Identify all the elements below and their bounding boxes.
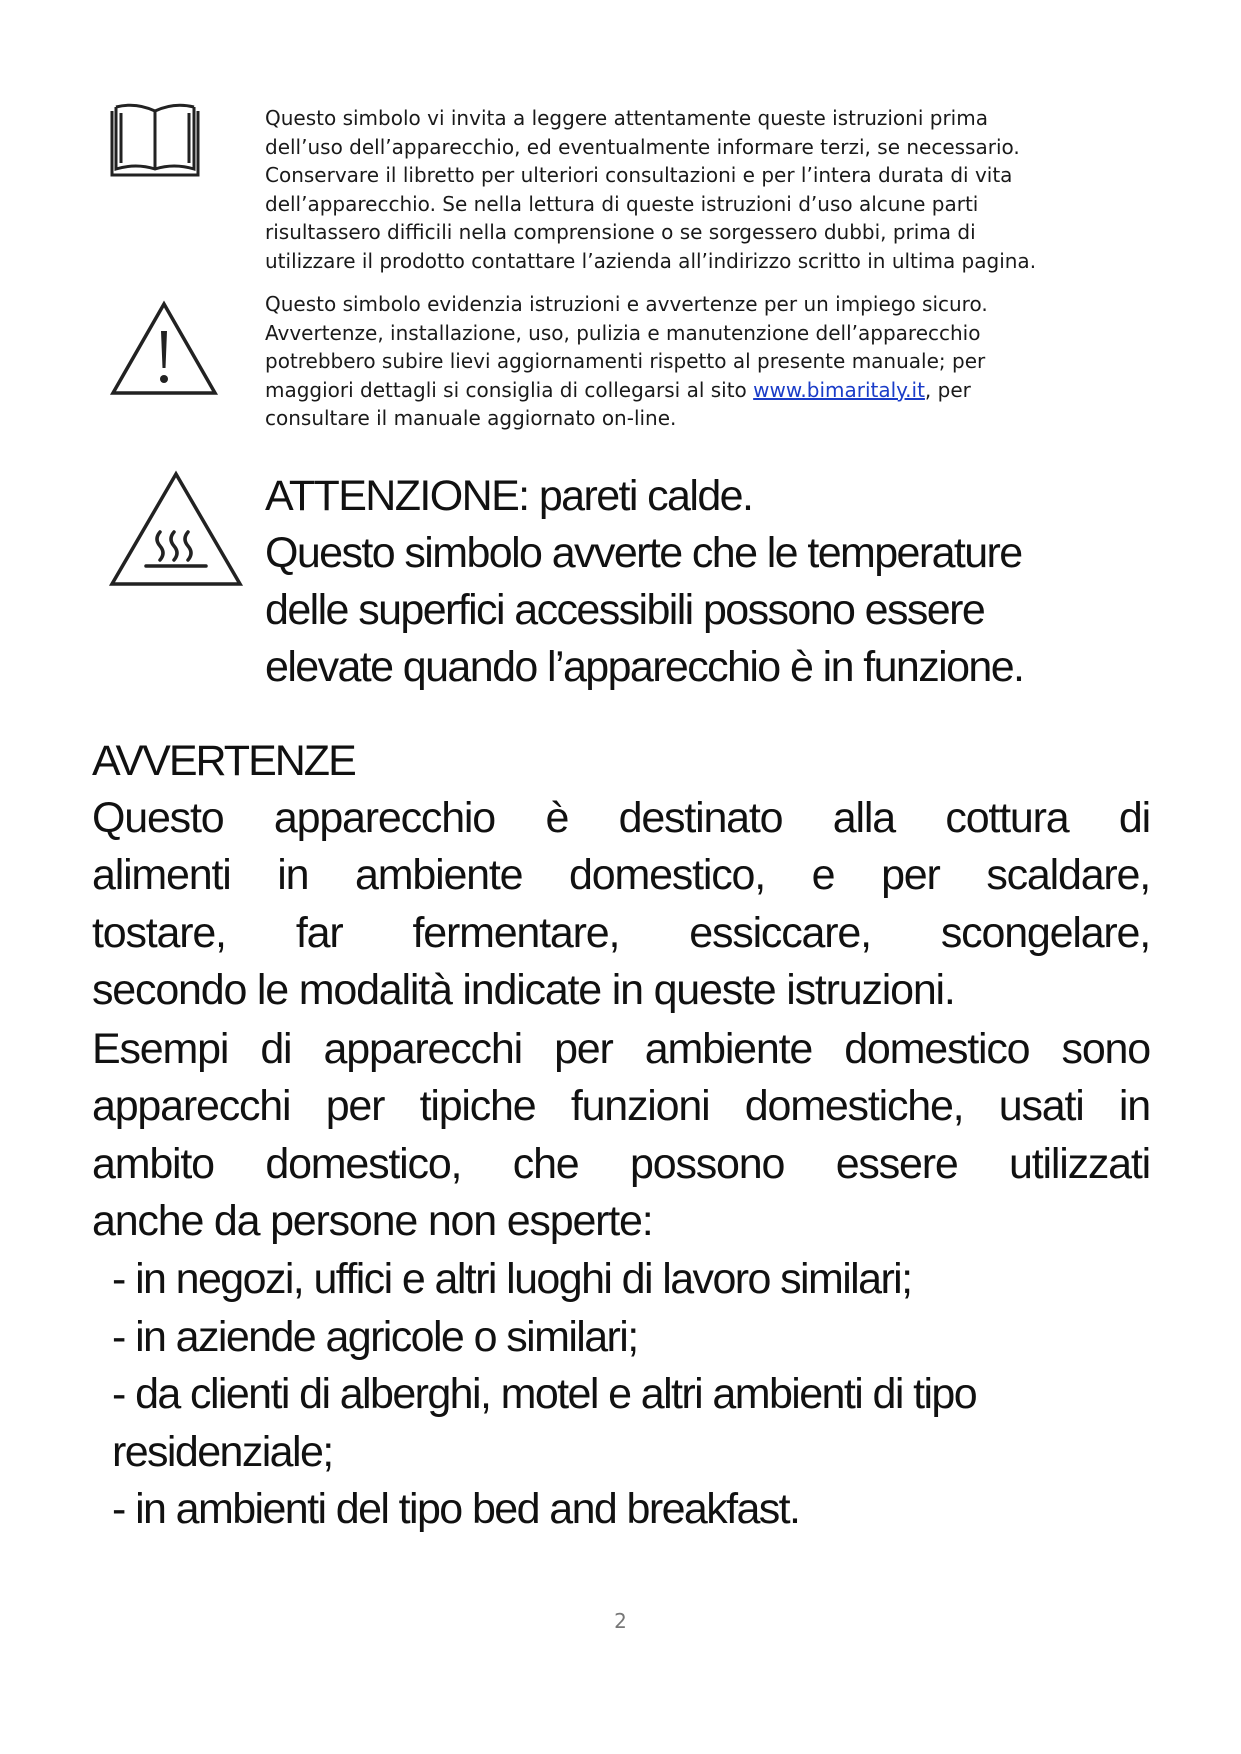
text-line: Esempi di apparecchi per ambiente domestico sono: [92, 1025, 1150, 1073]
text-line: dell’uso dell’apparecchio, ed eventualmente informare terzi, se necessario.: [265, 134, 1020, 159]
text-line: dell’apparecchio. Se nella lettura di queste istruzioni d’uso alcune parti: [265, 191, 979, 216]
hot-surface-title: ATTENZIONE: pareti calde.: [265, 472, 753, 520]
text-line-with-link: [265, 376, 1125, 405]
text-line: potrebbero subire lievi aggiornamenti rispetto al presente manuale; per: [265, 349, 986, 374]
open-book-icon: [108, 103, 202, 183]
list-item: residenziale;: [112, 1427, 333, 1476]
link-prefix: maggiori dettagli si consiglia di collegarsi al sito: [265, 377, 747, 402]
warnings-heading: AVVERTENZE: [92, 737, 355, 785]
text-line: consultare il manuale aggiornato on-line.: [265, 406, 677, 431]
link-suffix: , per: [924, 377, 971, 402]
text-line: utilizzare il prodotto contattare l’azienda all’indirizzo scritto in ultima pagina.: [265, 248, 1037, 273]
text-line: tostare, far fermentare, essiccare, scongelare,: [92, 908, 1150, 957]
text-line: delle superfici accessibili possono essere: [265, 586, 985, 634]
text-line: elevate quando l’apparecchio è in funzione.: [265, 643, 1024, 691]
hot-surface-triangle-icon: [108, 470, 244, 592]
warnings-paragraph-1: [92, 790, 1150, 1019]
text-line: Questo simbolo vi invita a leggere attentamente queste istruzioni prima: [265, 106, 988, 130]
list-item: - in ambienti del tipo bed and breakfast.: [112, 1485, 800, 1533]
text-line: Questo simbolo avverte che le temperature: [265, 529, 1022, 577]
list-item: - in negozi, uffici e altri luoghi di lavoro similari;: [112, 1255, 912, 1303]
text-line: Questo simbolo evidenzia istruzioni e avvertenze per un impiego sicuro.: [265, 292, 988, 316]
list-item: - da clienti di alberghi, motel e altri ambienti di tipo: [112, 1370, 977, 1418]
text-line: risultassero difficili nella comprensione o se sorgessero dubbi, prima di: [265, 220, 976, 245]
list-item: - in aziende agricole o similari;: [112, 1312, 638, 1361]
text-line: secondo le modalità indicate in queste istruzioni.: [92, 965, 955, 1014]
text-line: Avvertenze, installazione, uso, pulizia e manutenzione dell’apparecchio: [265, 320, 981, 345]
warnings-paragraph-2: [92, 1021, 1150, 1250]
text-line: Conservare il libretto per ulteriori consultazioni e per l’intera durata di vita: [265, 163, 1013, 188]
page-number: 2: [614, 1609, 627, 1633]
text-line: anche da persone non esperte:: [92, 1196, 653, 1245]
text-line: ambito domestico, che possono essere utilizzati: [92, 1139, 1150, 1188]
safety-warning-text: [265, 290, 1125, 433]
read-manual-text: [265, 104, 1125, 276]
text-line: Questo apparecchio è destinato alla cottura di: [92, 794, 1150, 842]
text-line: alimenti in ambiente domestico, e per scaldare,: [92, 851, 1150, 900]
hot-surface-text: [265, 468, 1145, 696]
text-line: apparecchi per tipiche funzioni domestiche, usati in: [92, 1082, 1150, 1131]
warning-triangle-icon: [108, 298, 220, 402]
website-link[interactable]: www.bimaritaly.it: [753, 377, 925, 402]
environments-list: [112, 1251, 1152, 1539]
